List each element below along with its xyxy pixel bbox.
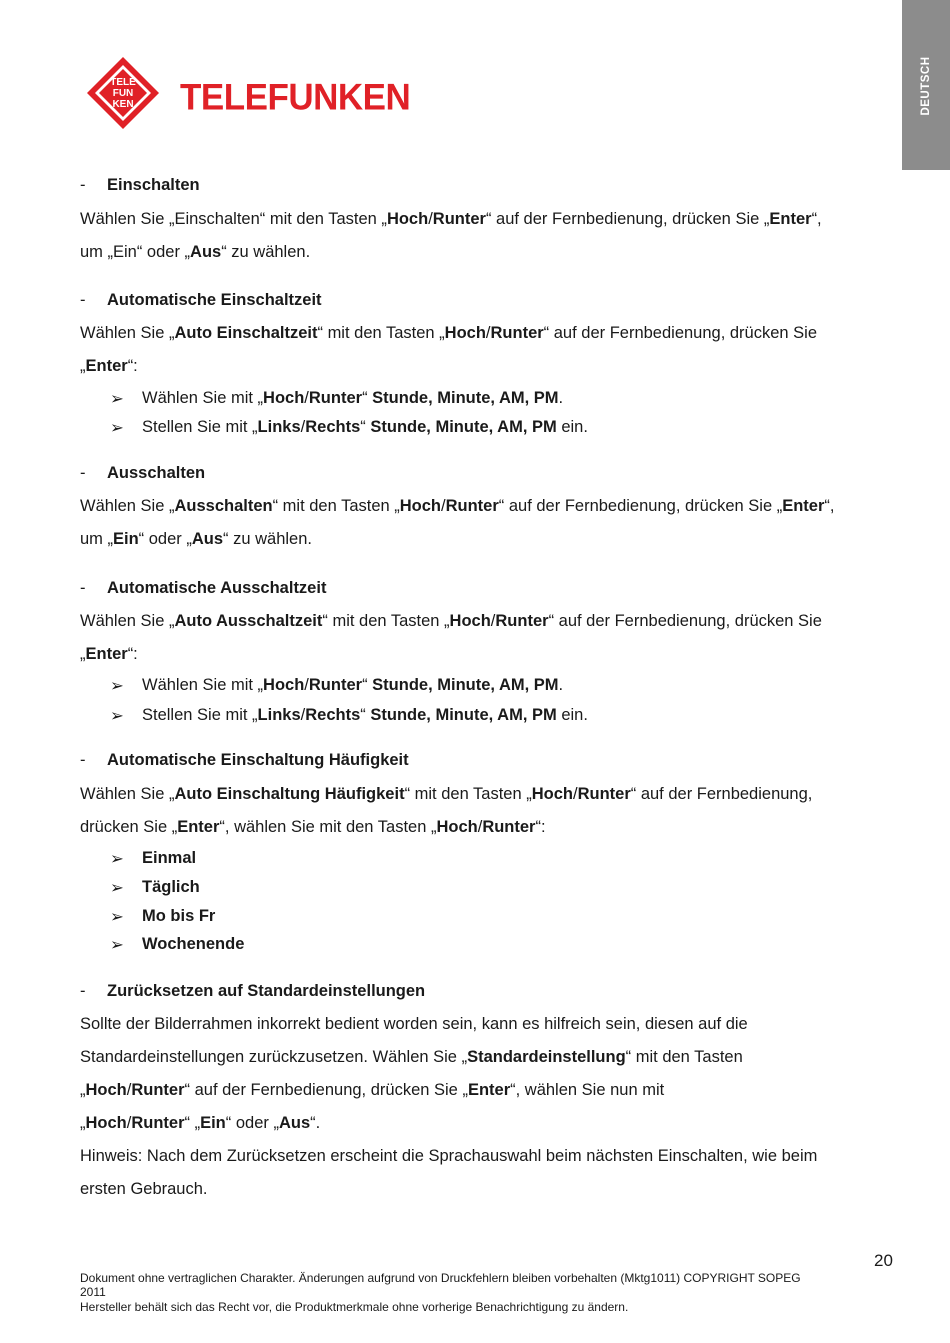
paragraph: ersten Gebrauch. [80, 1180, 208, 1198]
paragraph: Wählen Sie „Auto Einschaltung Häufigkeit“ mit den Tasten „Hoch/Runter“ auf der Fernbedienung, [80, 785, 813, 803]
paragraph: „Hoch/Runter“ „Ein“ oder „Aus“. [80, 1114, 321, 1132]
paragraph: Wählen Sie „Auto Ausschaltzeit“ mit den Tasten „Hoch/Runter“ auf der Fernbedienung, drücken Sie [80, 612, 822, 630]
footer-line: Dokument ohne vertraglichen Charakter. Änderungen aufgrund von Druckfehlern bleiben vorbehalten (Mktg1011) COPYRIGHT SOPEG [80, 1271, 801, 1285]
section-heading: - Automatische Einschaltzeit [80, 291, 322, 309]
arrow-bullet-icon: ➢ [110, 936, 124, 954]
paragraph: Sollte der Bilderrahmen inkorrekt bedient worden sein, kann es hilfreich sein, diesen auf die [80, 1015, 748, 1033]
telefunken-emblem [85, 55, 161, 133]
footer-line: 2011 [80, 1285, 106, 1299]
arrow-bullet-icon: ➢ [110, 879, 124, 897]
language-tab-label: DEUTSCH [920, 56, 932, 116]
section-heading: - Zurücksetzen auf Standardeinstellungen [80, 982, 426, 1000]
emblem-line-3: KEN [112, 99, 134, 110]
arrow-bullet-icon: ➢ [110, 419, 124, 437]
paragraph: Wählen Sie „Auto Einschaltzeit“ mit den Tasten „Hoch/Runter“ auf der Fernbedienung, drücken Sie [80, 324, 818, 342]
arrow-bullet-icon: ➢ [110, 908, 124, 926]
emblem-line-1: TELE [110, 77, 136, 88]
section-heading: - Ausschalten [80, 464, 206, 482]
paragraph: Standardeinstellungen zurückzusetzen. Wählen Sie „Standardeinstellung“ mit den Tasten [80, 1048, 743, 1066]
paragraph: „Enter“: [80, 357, 138, 375]
section-heading: - Einschalten [80, 176, 200, 194]
arrow-bullet-icon: ➢ [110, 707, 124, 725]
arrow-bullet-icon: ➢ [110, 390, 124, 408]
arrow-bullet-icon: ➢ [110, 850, 124, 868]
emblem-line-2: FUN [112, 88, 134, 99]
language-tab [902, 0, 950, 170]
section-heading: - Automatische Einschaltung Häufigkeit [80, 751, 409, 769]
footer-line: Hersteller behält sich das Recht vor, die Produktmerkmale ohne vorherige Benachrichtigung zu ändern. [80, 1300, 629, 1314]
paragraph: drücken Sie „Enter“, wählen Sie mit den Tasten „Hoch/Runter“: [80, 818, 546, 836]
paragraph: um „Ein“ oder „Aus“ zu wählen. [80, 530, 312, 548]
page-number: 20 [874, 1251, 893, 1270]
telefunken-logo [85, 55, 411, 135]
paragraph: „Enter“: [80, 645, 138, 663]
section-heading: - Automatische Ausschaltzeit [80, 579, 327, 597]
paragraph: Hinweis: Nach dem Zurücksetzen erscheint die Sprachauswahl beim nächsten Einschalten, wie beim [80, 1147, 818, 1165]
paragraph: Wählen Sie „Einschalten“ mit den Tasten „Hoch/Runter“ auf der Fernbedienung, drücken Sie „Enter“, [80, 210, 822, 228]
arrow-bullet-icon: ➢ [110, 677, 124, 695]
paragraph: „Hoch/Runter“ auf der Fernbedienung, drücken Sie „Enter“, wählen Sie nun mit [80, 1081, 665, 1099]
logo-wordmark: TELEFUNKEN [180, 77, 411, 118]
paragraph: Wählen Sie „Ausschalten“ mit den Tasten „Hoch/Runter“ auf der Fernbedienung, drücken Sie „Enter“, [80, 497, 835, 515]
paragraph: um „Ein“ oder „Aus“ zu wählen. [80, 243, 311, 261]
